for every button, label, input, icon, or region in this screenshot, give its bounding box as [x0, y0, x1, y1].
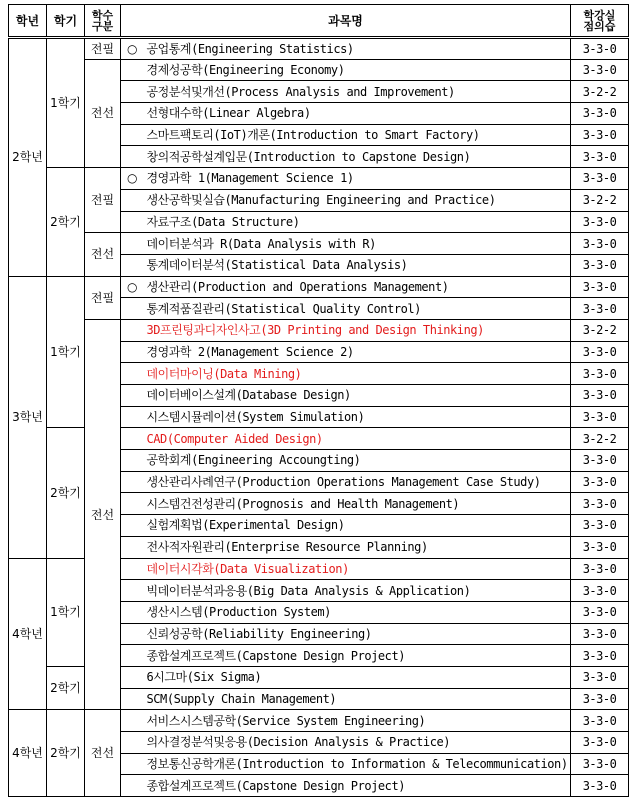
header-type-line1: 학수	[91, 8, 114, 22]
curriculum-table	[8, 4, 629, 797]
course-name: 경영과학 2(Management Science 2)	[144, 341, 571, 363]
required-mark	[121, 363, 144, 385]
course-name: 생산공학및실습(Manufacturing Engineering and Practice)	[144, 189, 571, 211]
required-mark: ○	[121, 168, 144, 190]
course-row	[9, 168, 629, 190]
course-credit: 3-3-0	[571, 536, 629, 558]
year-cell: 4학년	[9, 710, 47, 797]
course-name: 생산시스템(Production System)	[144, 601, 571, 623]
header-year: 학년	[9, 5, 47, 38]
course-credit: 3-3-0	[571, 211, 629, 233]
course-credit: 3-3-0	[571, 124, 629, 146]
course-credit: 3-3-0	[571, 363, 629, 385]
course-credit: 3-3-0	[571, 732, 629, 754]
course-name: 서비스시스템공학(Service System Engineering)	[144, 710, 571, 732]
required-mark	[121, 493, 144, 515]
semester-cell: 2학기	[47, 666, 85, 709]
course-credit: 3-3-0	[571, 146, 629, 168]
type-cell: 전선	[85, 233, 121, 276]
course-credit: 3-3-0	[571, 233, 629, 255]
required-mark	[121, 146, 144, 168]
required-mark	[121, 81, 144, 103]
course-name: 종합설계프로젝트(Capstone Design Project)	[144, 775, 571, 797]
required-mark	[121, 319, 144, 341]
course-name: 정보통신공학개론(Introduction to Information & Telecommunication)	[144, 753, 571, 775]
course-credit: 3-3-0	[571, 688, 629, 710]
course-credit: 3-2-2	[571, 428, 629, 450]
course-name: 통계적품질관리(Statistical Quality Control)	[144, 298, 571, 320]
type-cell: 전선	[85, 59, 121, 167]
course-name: 종합설계프로젝트(Capstone Design Project)	[144, 645, 571, 667]
course-name: 3D프린팅과디자인사고(3D Printing and Design Thinking)	[144, 319, 571, 341]
required-mark	[121, 59, 144, 81]
header-credit-line1: 학강실	[583, 8, 616, 22]
course-name: SCM(Supply Chain Management)	[144, 688, 571, 710]
required-mark: ○	[121, 38, 144, 60]
header-row	[9, 5, 629, 38]
course-name: 시스템건전성관리(Prognosis and Health Management)	[144, 493, 571, 515]
required-mark	[121, 233, 144, 255]
course-credit: 3-3-0	[571, 775, 629, 797]
required-mark	[121, 580, 144, 602]
type-cell: 전선	[85, 319, 121, 709]
course-credit: 3-3-0	[571, 406, 629, 428]
course-row	[9, 233, 629, 255]
course-credit: 3-3-0	[571, 471, 629, 493]
course-credit: 3-3-0	[571, 515, 629, 537]
year-cell: 3학년	[9, 276, 47, 558]
header-type	[85, 5, 121, 38]
course-name: 경영과학 1(Management Science 1)	[144, 168, 571, 190]
semester-cell: 2학기	[47, 428, 85, 558]
required-mark	[121, 298, 144, 320]
semester-cell: 1학기	[47, 558, 85, 666]
course-name: 실험계획법(Experimental Design)	[144, 515, 571, 537]
course-credit: 3-2-2	[571, 189, 629, 211]
course-credit: 3-3-0	[571, 59, 629, 81]
required-mark	[121, 450, 144, 472]
course-name: 시스템시뮬레이션(System Simulation)	[144, 406, 571, 428]
course-name: 생산관리사례연구(Production Operations Management Case Study)	[144, 471, 571, 493]
required-mark	[121, 666, 144, 688]
course-row	[9, 319, 629, 341]
semester-cell: 1학기	[47, 38, 85, 168]
required-mark	[121, 688, 144, 710]
required-mark	[121, 254, 144, 276]
course-name: 데이터시각화(Data Visualization)	[144, 558, 571, 580]
course-credit: 3-2-2	[571, 81, 629, 103]
header-course: 과목명	[121, 5, 571, 38]
header-semester: 학기	[47, 5, 85, 38]
course-name: 공학회계(Engineering Accoungting)	[144, 450, 571, 472]
course-name: 데이터베이스설계(Database Design)	[144, 385, 571, 407]
semester-cell: 2학기	[47, 710, 85, 797]
required-mark	[121, 645, 144, 667]
course-name: 데이터분석과 R(Data Analysis with R)	[144, 233, 571, 255]
required-mark	[121, 623, 144, 645]
required-mark	[121, 124, 144, 146]
course-credit: 3-3-0	[571, 38, 629, 60]
course-credit: 3-3-0	[571, 666, 629, 688]
course-name: 통계데이터분석(Statistical Data Analysis)	[144, 254, 571, 276]
course-name: 빅데이터분석과응용(Big Data Analysis & Application)	[144, 580, 571, 602]
course-credit: 3-3-0	[571, 580, 629, 602]
course-credit: 3-3-0	[571, 385, 629, 407]
header-credit	[571, 5, 629, 38]
course-name: 창의적공학설계입문(Introduction to Capstone Design)	[144, 146, 571, 168]
required-mark	[121, 536, 144, 558]
required-mark	[121, 710, 144, 732]
course-credit: 3-3-0	[571, 341, 629, 363]
required-mark	[121, 558, 144, 580]
course-credit: 3-3-0	[571, 276, 629, 298]
course-row	[9, 710, 629, 732]
course-credit: 3-3-0	[571, 493, 629, 515]
course-credit: 3-3-0	[571, 623, 629, 645]
course-credit: 3-3-0	[571, 254, 629, 276]
required-mark	[121, 515, 144, 537]
year-cell: 4학년	[9, 558, 47, 710]
course-credit: 3-2-2	[571, 319, 629, 341]
course-credit: 3-3-0	[571, 601, 629, 623]
course-credit: 3-3-0	[571, 168, 629, 190]
required-mark	[121, 471, 144, 493]
semester-cell: 1학기	[47, 276, 85, 428]
course-credit: 3-3-0	[571, 753, 629, 775]
required-mark	[121, 385, 144, 407]
type-cell: 전필	[85, 38, 121, 60]
required-mark	[121, 601, 144, 623]
course-row	[9, 38, 629, 60]
header-type-line2: 구분	[91, 19, 114, 33]
course-row	[9, 59, 629, 81]
course-name: 스마트팩토리(IoT)개론(Introduction to Smart Factory)	[144, 124, 571, 146]
type-cell: 전필	[85, 276, 121, 319]
required-mark	[121, 428, 144, 450]
course-name: 경제성공학(Engineering Economy)	[144, 59, 571, 81]
course-credit: 3-3-0	[571, 298, 629, 320]
course-name: 신뢰성공학(Reliability Engineering)	[144, 623, 571, 645]
course-name: 의사결정분석및응용(Decision Analysis & Practice)	[144, 732, 571, 754]
required-mark	[121, 189, 144, 211]
course-name: 생산관리(Production and Operations Management)	[144, 276, 571, 298]
required-mark: ○	[121, 276, 144, 298]
year-cell: 2학년	[9, 38, 47, 277]
type-cell: 전선	[85, 710, 121, 797]
course-name: 자료구조(Data Structure)	[144, 211, 571, 233]
header-credit-line2: 점의습	[583, 19, 616, 33]
course-name: CAD(Computer Aided Design)	[144, 428, 571, 450]
course-name: 전사적자원관리(Enterprise Resource Planning)	[144, 536, 571, 558]
course-name: 선형대수학(Linear Algebra)	[144, 103, 571, 125]
required-mark	[121, 341, 144, 363]
course-credit: 3-3-0	[571, 710, 629, 732]
course-name: 공업통계(Engineering Statistics)	[144, 38, 571, 60]
course-name: 데이터마이닝(Data Mining)	[144, 363, 571, 385]
course-credit: 3-3-0	[571, 645, 629, 667]
course-row	[9, 276, 629, 298]
course-name: 공정분석및개선(Process Analysis and Improvement)	[144, 81, 571, 103]
required-mark	[121, 406, 144, 428]
required-mark	[121, 732, 144, 754]
course-name: 6시그마(Six Sigma)	[144, 666, 571, 688]
required-mark	[121, 775, 144, 797]
semester-cell: 2학기	[47, 168, 85, 276]
type-cell: 전필	[85, 168, 121, 233]
required-mark	[121, 211, 144, 233]
required-mark	[121, 753, 144, 775]
course-credit: 3-3-0	[571, 103, 629, 125]
course-credit: 3-3-0	[571, 558, 629, 580]
course-credit: 3-3-0	[571, 450, 629, 472]
required-mark	[121, 103, 144, 125]
